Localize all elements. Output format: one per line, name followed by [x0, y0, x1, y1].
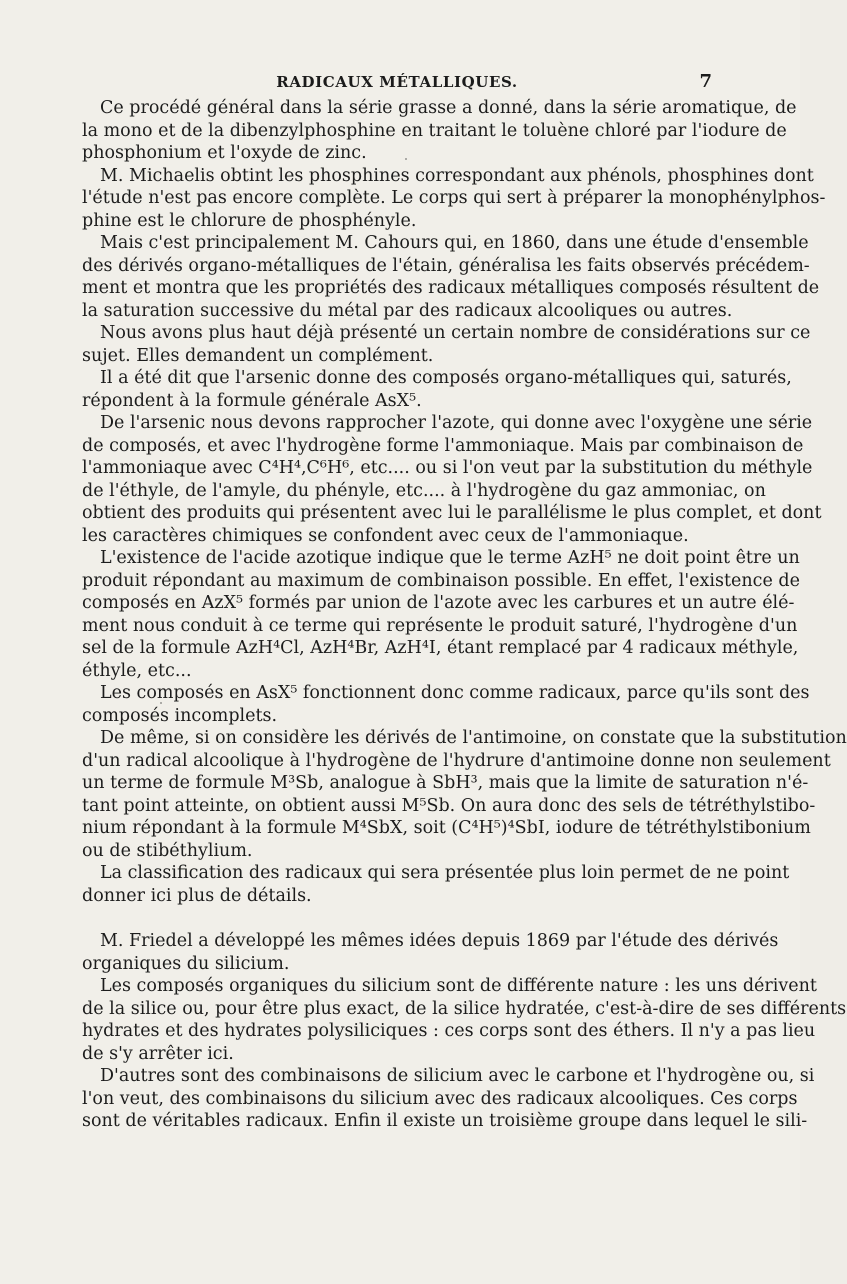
text-line: de s'y arrêter ici.	[82, 1043, 234, 1064]
paragraph	[82, 682, 810, 727]
text-line: D'autres sont des combinaisons de silicium avec le carbone et l'hydrogène ou, si	[100, 1066, 815, 1086]
text-line: De même, si on considère les dérivés de l'antimoine, on constate que la substitution	[100, 728, 847, 748]
text-line: La classification des radicaux qui sera présentée plus loin permet de ne point	[100, 863, 790, 883]
text-line: sel de la formule AzH⁴Cl, AzH⁴Br, AzH⁴I, étant remplacé par 4 radicaux méthyle,	[82, 638, 799, 658]
paragraph	[82, 412, 822, 547]
text-line: sujet. Elles demandent un complément.	[82, 345, 434, 366]
text-line: ment et montra que les propriétés des radicaux métalliques composés résultent de	[82, 278, 820, 298]
text-line: de composés, et avec l'hydrogène forme l'ammoniaque. Mais par combinaison de	[82, 435, 804, 456]
text-line: De l'arsenic nous devons rapprocher l'azote, qui donne avec l'oxygène une série	[100, 413, 813, 433]
paragraph	[82, 930, 779, 975]
text-line: hydrates et des hydrates polysiliciques : ces corps sont des éthers. Il n'y a pas lieu	[82, 1021, 816, 1041]
text-line: Mais c'est principalement M. Cahours qui, en 1860, dans une étude d'ensemble	[100, 233, 809, 253]
text-line: composés en AzX⁵ formés par union de l'azote avec les carbures et un autre élé-	[82, 593, 795, 613]
body-text	[82, 97, 847, 1133]
text-line: l'on veut, des combinaisons du silicium avec des radicaux alcooliques. Ces corps	[82, 1088, 798, 1109]
text-line: composés incomplets.	[82, 705, 278, 726]
paragraph	[82, 322, 811, 367]
section-gap	[82, 907, 712, 930]
paragraph	[82, 367, 792, 412]
text-line: l'étude n'est pas encore complète. Le corps qui sert à préparer la monophénylphos-	[82, 188, 826, 208]
scan-speck	[405, 158, 407, 160]
text-line: d'un radical alcoolique à l'hydrogène de l'hydrure d'antimoine donne non seulement	[82, 750, 831, 771]
text-line: phosphonium et l'oxyde de zinc.	[82, 143, 367, 163]
text-line: M. Michaelis obtint les phosphines correspondant aux phénols, phosphines dont	[100, 165, 814, 186]
text-line: organiques du silicium.	[82, 953, 290, 974]
text-line: produit répondant au maximum de combinaison possible. En effet, l'existence de	[82, 570, 800, 591]
text-line: Il a été dit que l'arsenic donne des composés organo-métalliques qui, saturés,	[100, 368, 792, 388]
text-line: Les composés organiques du silicium sont de différente nature : les uns dérivent	[100, 976, 817, 996]
text-line: phine est le chlorure de phosphényle.	[82, 210, 417, 231]
text-line: M. Friedel a développé les mêmes idées depuis 1869 par l'étude des dérivés	[100, 931, 779, 951]
text-line: l'ammoniaque avec C⁴H⁴,C⁶H⁶, etc.... ou si l'on veut par la substitution du méthyle	[82, 458, 813, 478]
paragraph	[82, 862, 790, 907]
page-header	[82, 73, 712, 97]
paragraph	[82, 232, 820, 322]
page-number: 7	[699, 71, 712, 92]
paragraph	[82, 97, 797, 165]
text-line: répondent à la formule générale AsX⁵.	[82, 390, 422, 411]
running-head: RADICAUX MÉTALLIQUES.	[276, 73, 518, 91]
text-line: L'existence de l'acide azotique indique que le terme AzH⁵ ne doit point être un	[100, 548, 800, 568]
scan-speck	[160, 702, 162, 704]
text-line: Les composés en AsX⁵ fonctionnent donc comme radicaux, parce qu'ils sont des	[100, 683, 810, 703]
paragraph	[82, 547, 800, 682]
text-line: un terme de formule M³Sb, analogue à SbH³, mais que la limite de saturation n'é-	[82, 773, 809, 793]
text-line: nium répondant à la formule M⁴SbX, soit (C⁴H⁵)⁴SbI, iodure de tétréthylstibonium	[82, 818, 811, 838]
text-line: ou de stibéthylium.	[82, 840, 253, 861]
text-line: éthyle, etc...	[82, 660, 192, 681]
paragraph	[82, 1065, 815, 1133]
paragraph	[82, 727, 847, 862]
paragraph	[82, 165, 826, 233]
text-line: sont de véritables radicaux. Enfin il existe un troisième groupe dans lequel le sili-	[82, 1111, 808, 1131]
text-line: donner ici plus de détails.	[82, 885, 312, 906]
text-line: ment nous conduit à ce terme qui représente le produit saturé, l'hydrogène d'un	[82, 615, 798, 636]
text-line: obtient des produits qui présentent avec lui le parallélisme le plus complet, et dont	[82, 503, 822, 523]
paragraph-list	[82, 97, 847, 1133]
text-line: la saturation successive du métal par des radicaux alcooliques ou autres.	[82, 300, 733, 321]
paragraph	[82, 975, 847, 1065]
text-line: de l'éthyle, de l'amyle, du phényle, etc.... à l'hydrogène du gaz ammoniac, on	[82, 480, 766, 501]
text-line: tant point atteinte, on obtient aussi M⁵Sb. On aura donc des sels de tétréthylstibo-	[82, 795, 816, 816]
text-line: des dérivés organo-métalliques de l'étain, généralisa les faits observés précédem-	[82, 255, 810, 276]
text-line: Ce procédé général dans la série grasse a donné, dans la série aromatique, de	[100, 98, 797, 118]
text-line: de la silice ou, pour être plus exact, de la silice hydratée, c'est-à-dire de ses différents	[82, 998, 847, 1019]
text-line: Nous avons plus haut déjà présenté un certain nombre de considérations sur ce	[100, 323, 811, 343]
text-line: les caractères chimiques se confondent avec ceux de l'ammoniaque.	[82, 525, 689, 546]
text-line: la mono et de la dibenzylphosphine en traitant le toluène chloré par l'iodure de	[82, 120, 787, 141]
